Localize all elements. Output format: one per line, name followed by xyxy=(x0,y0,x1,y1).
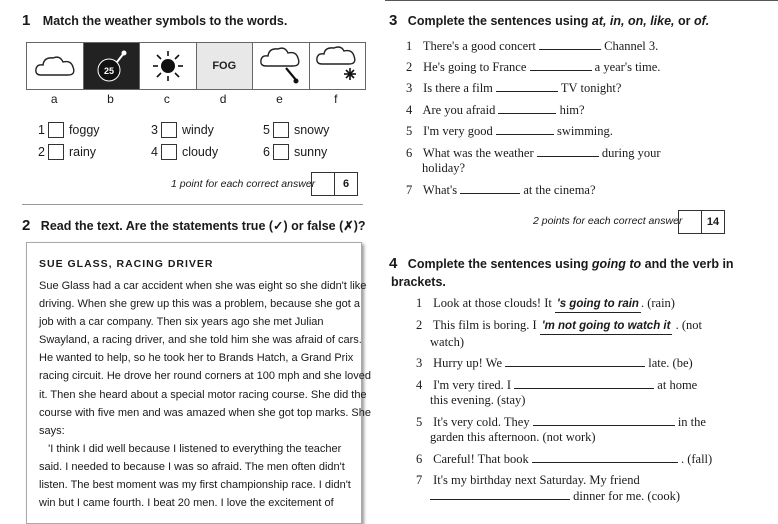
q3-sentence: 7 What's at the cinema? xyxy=(406,183,596,197)
answer-blank[interactable] xyxy=(496,80,558,92)
q1-title: Match the weather symbols to the words. xyxy=(42,14,288,28)
word-number: 6 xyxy=(263,145,270,159)
answer-blank[interactable] xyxy=(498,102,556,114)
answer-blank[interactable] xyxy=(496,123,554,135)
word-item xyxy=(38,122,100,138)
q3-sentence: 1 There's a good concert Channel 3. xyxy=(406,39,659,53)
word-label: windy xyxy=(181,123,214,137)
reading-text-box xyxy=(26,242,372,524)
reading-line: said. I needed to because I was so afraid. The men often didn't xyxy=(39,460,345,473)
example-answer: 'm not going to watch it xyxy=(540,319,673,335)
word-label: snowy xyxy=(293,123,330,137)
symbol-letters xyxy=(26,92,364,106)
answer-blank[interactable] xyxy=(460,182,520,194)
answer-checkbox[interactable] xyxy=(48,144,64,160)
word-label: foggy xyxy=(68,123,100,137)
reading-line: Sue Glass had a car accident when she was eight so she didn't like xyxy=(39,280,367,292)
reading-line: win but I came fourth. I beat 20 men. I love the excitement of xyxy=(39,497,334,510)
q4-sentence: 5 It's very cold. They in the garden this afternoon. (not work) xyxy=(416,415,706,444)
q1-heading xyxy=(22,12,287,30)
cloud-lightning-icon xyxy=(253,43,310,89)
q1-number: 1 xyxy=(22,12,31,29)
thermometer-25-icon xyxy=(84,43,141,89)
reading-line: listen. The best moment was my first championship race. I didn't xyxy=(39,479,351,492)
example-answer: 's going to rain xyxy=(555,297,641,313)
answer-checkbox[interactable] xyxy=(48,122,64,138)
q1-points-note: 1 point for each correct answer xyxy=(171,178,316,190)
reading-line: job with a car company. Then six years ago she met Julian xyxy=(39,316,324,329)
answer-blank[interactable] xyxy=(514,377,654,389)
sun-icon xyxy=(140,43,197,89)
q2-heading xyxy=(22,217,366,235)
answer-blank[interactable] xyxy=(430,488,570,500)
word-label: rainy xyxy=(68,145,97,159)
cloud-icon xyxy=(27,43,84,89)
q4-sentence: 4 I'm very tired. I at home this evening. (stay) xyxy=(416,378,698,407)
q4-sentence: 1 Look at those clouds! It 's going to rain . (rain) xyxy=(416,296,675,313)
q2-number: 2 xyxy=(22,217,31,234)
reading-line: 'I think I did well because I listened to everything the teacher xyxy=(39,442,342,455)
symbol-letter: e xyxy=(276,92,283,106)
q4-sentence: 6 Careful! That book . (fall) xyxy=(416,452,713,466)
word-number: 5 xyxy=(263,123,270,137)
word-number: 4 xyxy=(151,145,158,159)
answer-checkbox[interactable] xyxy=(273,144,289,160)
word-item xyxy=(263,144,327,160)
word-number: 1 xyxy=(38,123,45,137)
symbol-letter: a xyxy=(50,92,58,106)
q4-sentence: 3 Hurry up! We late. (be) xyxy=(416,356,693,370)
reading-line: it. Then she heard about a special motor racing course. She did the xyxy=(39,388,367,401)
q3-points-note: 2 points for each correct answer xyxy=(533,215,683,227)
q4-sentence: 7 It's my birthday next Saturday. My friend dinner for me. (cook) xyxy=(416,473,681,503)
q4-heading xyxy=(389,255,749,291)
q3-score-box xyxy=(678,210,725,234)
symbol-letter: b xyxy=(107,92,114,106)
q4-title: Complete the sentences using going to and the verb in xyxy=(407,257,734,271)
q3-sentence: 5 I'm very good swimming. xyxy=(406,124,613,138)
word-item xyxy=(151,144,218,160)
q3-heading xyxy=(389,12,709,30)
word-number: 2 xyxy=(38,145,45,159)
score-total: 6 xyxy=(342,178,350,190)
answer-blank[interactable] xyxy=(505,355,645,367)
q3-title: Complete the sentences using at, in, on, like, or of. xyxy=(407,14,710,28)
answer-blank[interactable] xyxy=(532,451,678,463)
score-total: 14 xyxy=(706,216,720,228)
q3-sentence: 6 What was the weather during your holiday? xyxy=(406,146,661,175)
score-input[interactable] xyxy=(679,211,702,233)
word-item xyxy=(38,144,96,160)
q3-number: 3 xyxy=(389,12,398,29)
reading-line: racing circuit. He drove her round corners at 100 mph and she loved xyxy=(39,370,372,383)
fog-label: FOG xyxy=(212,60,237,72)
answer-checkbox[interactable] xyxy=(273,122,289,138)
q4-number: 4 xyxy=(389,255,398,272)
reading-title: SUE GLASS, RACING DRIVER xyxy=(39,258,214,270)
fog-icon xyxy=(197,43,254,89)
reading-line: Swayland, a racing driver, and she told him she was afraid of cars. xyxy=(39,334,362,347)
reading-line: course with five men and was amazed when she got top marks. She xyxy=(39,406,372,419)
q4-sentence: 2 This film is boring. I 'm not going to watch it . (not watch) xyxy=(416,318,702,349)
answer-blank[interactable] xyxy=(533,414,675,426)
reading-line: He wanted to help, so he took her to Brands Hatch, a Grand Prix xyxy=(39,352,354,365)
symbol-letter: d xyxy=(219,92,227,106)
weather-symbols-row xyxy=(26,42,366,90)
word-label: sunny xyxy=(293,145,328,159)
answer-blank[interactable] xyxy=(530,59,592,71)
q3-sentence: 2 He's going to France a year's time. xyxy=(406,60,661,74)
q2-title: Read the text. Are the statements true (✓) or false (✗)? xyxy=(40,219,366,233)
answer-blank[interactable] xyxy=(539,38,601,50)
divider xyxy=(22,204,363,205)
answer-blank[interactable] xyxy=(537,145,599,157)
word-item xyxy=(151,122,214,138)
answer-checkbox[interactable] xyxy=(161,122,177,138)
svg-text:25: 25 xyxy=(104,66,115,76)
symbol-letter: f xyxy=(334,92,338,106)
reading-line: says: xyxy=(39,424,65,437)
reading-body xyxy=(39,277,372,512)
reading-line: driving. When she grew up this was a problem, because she got a xyxy=(39,298,361,311)
word-number: 3 xyxy=(151,123,158,137)
q4-title-line2: brackets. xyxy=(391,275,446,289)
q3-sentence: 4 Are you afraid him? xyxy=(406,103,585,117)
top-rule xyxy=(385,0,778,1)
answer-checkbox[interactable] xyxy=(161,144,177,160)
score-input[interactable] xyxy=(312,173,335,195)
word-label: cloudy xyxy=(181,145,219,159)
q1-score-box xyxy=(311,172,358,196)
word-item xyxy=(263,122,329,138)
q3-sentence: 3 Is there a film TV tonight? xyxy=(406,81,622,95)
symbol-letter: c xyxy=(163,92,170,106)
cloud-snow-icon xyxy=(310,43,366,89)
